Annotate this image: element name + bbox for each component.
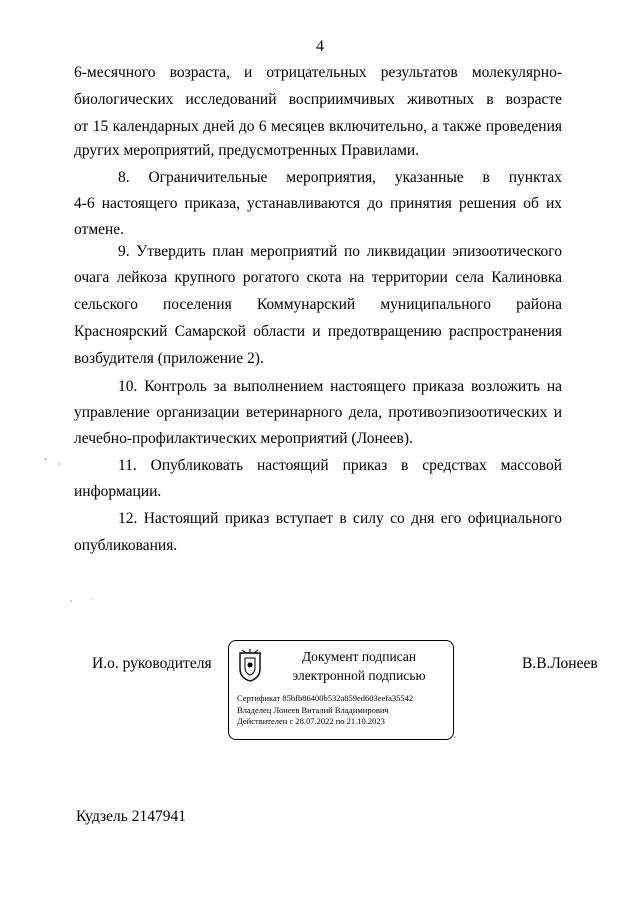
coat-of-arms-icon <box>237 649 263 683</box>
scan-speck <box>90 598 92 599</box>
stamp-title-line: Документ подписан <box>301 649 417 664</box>
page-number: 4 <box>316 38 324 55</box>
scan-speck <box>70 600 72 602</box>
paragraph-8-start: 8. Ограничительные мероприятия, указанные в пунктах <box>118 169 562 186</box>
electronic-signature-stamp <box>228 640 454 740</box>
paragraph-9-start: 9. Утвердить план мероприятий по ликвидации эпизоотического <box>118 243 562 260</box>
executor-line: Кудзель 2147941 <box>76 808 186 825</box>
body-line: других мероприятий, предусмотренных Правилами. <box>74 142 420 159</box>
stamp-certificate: Сертификат 85bfb86400b532a859ed603eefa35542 <box>237 693 414 703</box>
body-line: биологических исследований восприимчивых животных в возрасте <box>74 91 562 108</box>
body-line: лечебно-профилактических мероприятий (Лонеев). <box>74 430 413 447</box>
body-line: 4-6 настоящего приказа, устанавливаются до принятия решения об их <box>74 195 562 212</box>
stamp-details <box>237 693 451 728</box>
paragraph-10-start: 10. Контроль за выполнением настоящего приказа возложить на <box>118 378 562 395</box>
scan-speck <box>44 458 47 460</box>
body-line: 6-месячного возраста, и отрицательных результатов молекулярно- <box>74 64 562 81</box>
body-line: от 15 календарных дней до 6 месяцев включительно, а также проведения <box>74 118 562 135</box>
stamp-title-line: электронной подписью <box>292 668 426 683</box>
body-line: информации. <box>74 483 162 500</box>
body-line: Красноярский Самарской области и предотвращению распространения <box>74 323 562 340</box>
body-line: возбудителя (приложение 2). <box>74 350 264 367</box>
body-line: управление организации ветеринарного дела, противоэпизоотических и <box>74 404 562 421</box>
stamp-validity: Действителен с 28.07.2022 по 21.10.2023 <box>237 716 385 726</box>
body-line: сельского поселения Коммунарский муниципального района <box>74 296 562 313</box>
signer-name: В.В.Лонеев <box>522 655 598 672</box>
body-line: отмене. <box>74 221 125 238</box>
scan-speck <box>58 463 60 465</box>
signer-position: И.о. руководителя <box>92 655 212 672</box>
paragraph-11-start: 11. Опубликовать настоящий приказ в средствах массовой <box>118 457 562 474</box>
stamp-title <box>269 647 449 685</box>
body-line: опубликования. <box>74 537 178 554</box>
stamp-owner: Владелец Лонеев Виталий Владимирович <box>237 704 389 715</box>
body-line: очага лейкоза крупного рогатого скота на территории села Калиновка <box>74 269 562 286</box>
paragraph-12-start: 12. Настоящий приказ вступает в силу со дня его официального <box>118 510 562 527</box>
